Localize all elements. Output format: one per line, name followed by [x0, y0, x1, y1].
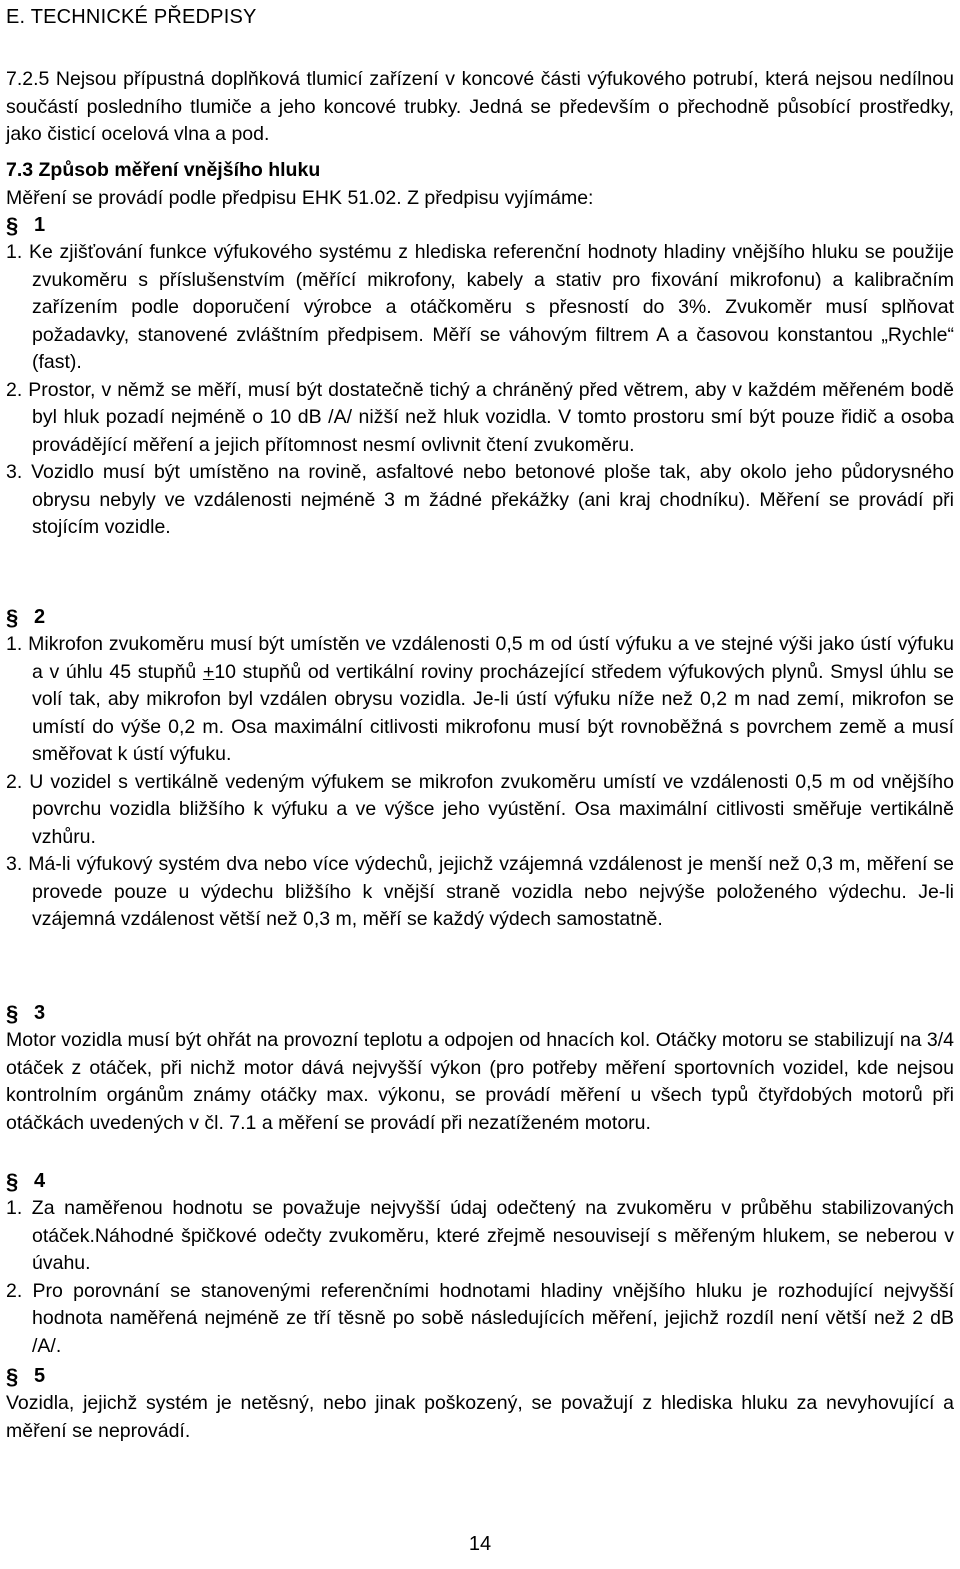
section-5-header	[6, 1363, 954, 1390]
section-1-number: 1	[34, 213, 46, 236]
section-2-header	[6, 604, 954, 631]
section-2	[6, 604, 954, 934]
section-1-header	[6, 212, 954, 239]
section-sign-icon: §	[6, 604, 19, 630]
section-2-item-1-pre: 1. Mikrofon zvukoměru musí být umístěn ve vzdálenosti 0,5 m od ústí výfuku a ve stejné výši jako ústí výfuku a v úhlu 45 stupňů	[6, 633, 954, 683]
section-5-number: 5	[34, 1364, 46, 1387]
section-1-item-3: 3. Vozidlo musí být umístěno na rovině, asfaltové nebo betonové ploše tak, aby okolo jeho půdorysného obrysu nebyly ve vzdálenosti nejméně 3 m žádné překážky (ani kraj chodníku). Měření se provádí při stojícím vozidle.	[6, 461, 954, 538]
section-7-3	[6, 157, 954, 212]
section-4-number: 4	[34, 1169, 46, 1192]
section-sign-icon: §	[6, 212, 19, 238]
section-sign-icon: §	[6, 1168, 19, 1194]
section-3-text: Motor vozidla musí být ohřát na provozní teplotu a odpojen od hnacích kol. Otáčky motoru se stabilizují na 3/4 otáček z otáček, při nichž motor dává nejvyšší výkon (pro potřeby měření sportovních vozidel, kde nejsou kontrolním orgánům známy otáčky max. výkonu, se provádí měření u všech typů čtyřdobých motorů při otáčkách uvedených v čl. 7.1 a měření se provádí při nezatíženém motoru.	[6, 1029, 954, 1134]
section-3	[6, 1000, 954, 1137]
paragraph-7-2-5	[6, 66, 954, 149]
section-2-item-3: 3. Má-li výfukový systém dva nebo více výdechů, jejichž vzájemná vzdálenost je menší než 0,3 m, měření se provede pouze u výdechu bližšího k vnější straně vozidla nebo nejvýše položeného výdechu. Je-li vzájemná vzdálenost větší než 0,3 m, měří se každý výdech samostatně.	[6, 853, 954, 930]
section-3-header	[6, 1000, 954, 1027]
section-7-3-title: 7.3 Způsob měření vnějšího hluku	[6, 159, 321, 181]
section-2-item-1-post: 10 stupňů od vertikální roviny procházející středem výfukových plynů. Smysl úhlu se volí tak, aby mikrofon byl vzdálen obrysu vozidla. Je-li ústí výfuku níže než 0,2 m nad zemí, mikrofon se umístí do výše 0,2 m. Osa maximální citlivosti mikrofonu musí být rovnoběžná s povrchem země a musí směřovat k ústí výfuku.	[32, 660, 954, 765]
section-1-item-1: 1. Ke zjišťování funkce výfukového systému z hlediska referenční hodnoty hladiny vnějšího hluku se použije zvukoměru s příslušenstvím (měřící mikrofony, kabely a stativ pro fixování mikrofonu) a kalibračním zařízením podle doporučení výrobce a otáčkoměru s přesností do 3%. Zvukoměr musí splňovat požadavky, stanovené zvláštním předpisem. Měří se váhovým filtrem A a časovou konstantou „Rychle“ (fast).	[6, 241, 954, 373]
section-4	[6, 1168, 954, 1360]
paragraph-7-2-5-text: 7.2.5 Nejsou přípustná doplňková tlumicí zařízení v koncové části výfukového potrubí, která nejsou nedílnou součástí posledního tlumiče a jeho koncové trubky. Jedná se především o přechodně působící prostředky, jako čisticí ocelová vlna a pod.	[6, 68, 954, 145]
page-number: 14	[468, 1533, 492, 1555]
section-4-header	[6, 1168, 954, 1195]
section-1-item-2: 2. Prostor, v němž se měří, musí být dostatečně tichý a chráněný před větrem, aby v každém měřeném bodě byl hluk pozadí nejméně o 10 dB /A/ nižší než hluk vozidla. V tomto prostoru smí být pouze řidič a osoba provádějící měření a jejich přítomnost nesmí ovlivnit čtení zvukoměru.	[6, 378, 954, 456]
section-sign-icon: §	[6, 1000, 19, 1026]
section-4-item-2: 2. Pro porovnání se stanovenými referenčními hodnotami hladiny vnějšího hluku je rozhodující nejvyšší hodnota naměřená nejméně ze tří těsně po sobě následujících měření, jejichž rozdíl není větší než 2 dB /A/.	[6, 1279, 954, 1357]
section-2-item-1	[6, 631, 954, 769]
section-5-text: Vozidla, jejichž systém je netěsný, nebo jinak poškozený, se považují z hlediska hluku za nevyhovující a měření se neprovádí.	[6, 1392, 954, 1442]
heading: E. TECHNICKÉ PŘEDPISY	[6, 6, 257, 28]
section-2-item-2: 2. U vozidel s vertikálně vedeným výfukem se mikrofon zvukoměru umístí ve vzdálenosti 0,5 m od vnějšího povrchu vozidla bližšího k výfuku a ve výšce jeho vyústění. Osa maximální citlivosti směřuje vertikálně vzhůru.	[6, 770, 954, 848]
section-7-3-intro: Měření se provádí podle předpisu EHK 51.02. Z předpisu vyjímáme:	[6, 186, 594, 209]
section-5	[6, 1363, 954, 1445]
section-1	[6, 212, 954, 542]
section-sign-icon: §	[6, 1363, 19, 1389]
plus-minus-sign: +	[202, 660, 215, 683]
section-2-number: 2	[34, 605, 46, 628]
section-4-item-1: 1. Za naměřenou hodnotu se považuje nejvyšší údaj odečtený na zvukoměru v průběhu stabilizovaných otáček.Náhodné špičkové odečty zvukoměru, které zřejmě nesouvisejí s měřeným hlukem, se neberou v úvahu.	[6, 1197, 954, 1274]
section-3-number: 3	[34, 1001, 46, 1024]
